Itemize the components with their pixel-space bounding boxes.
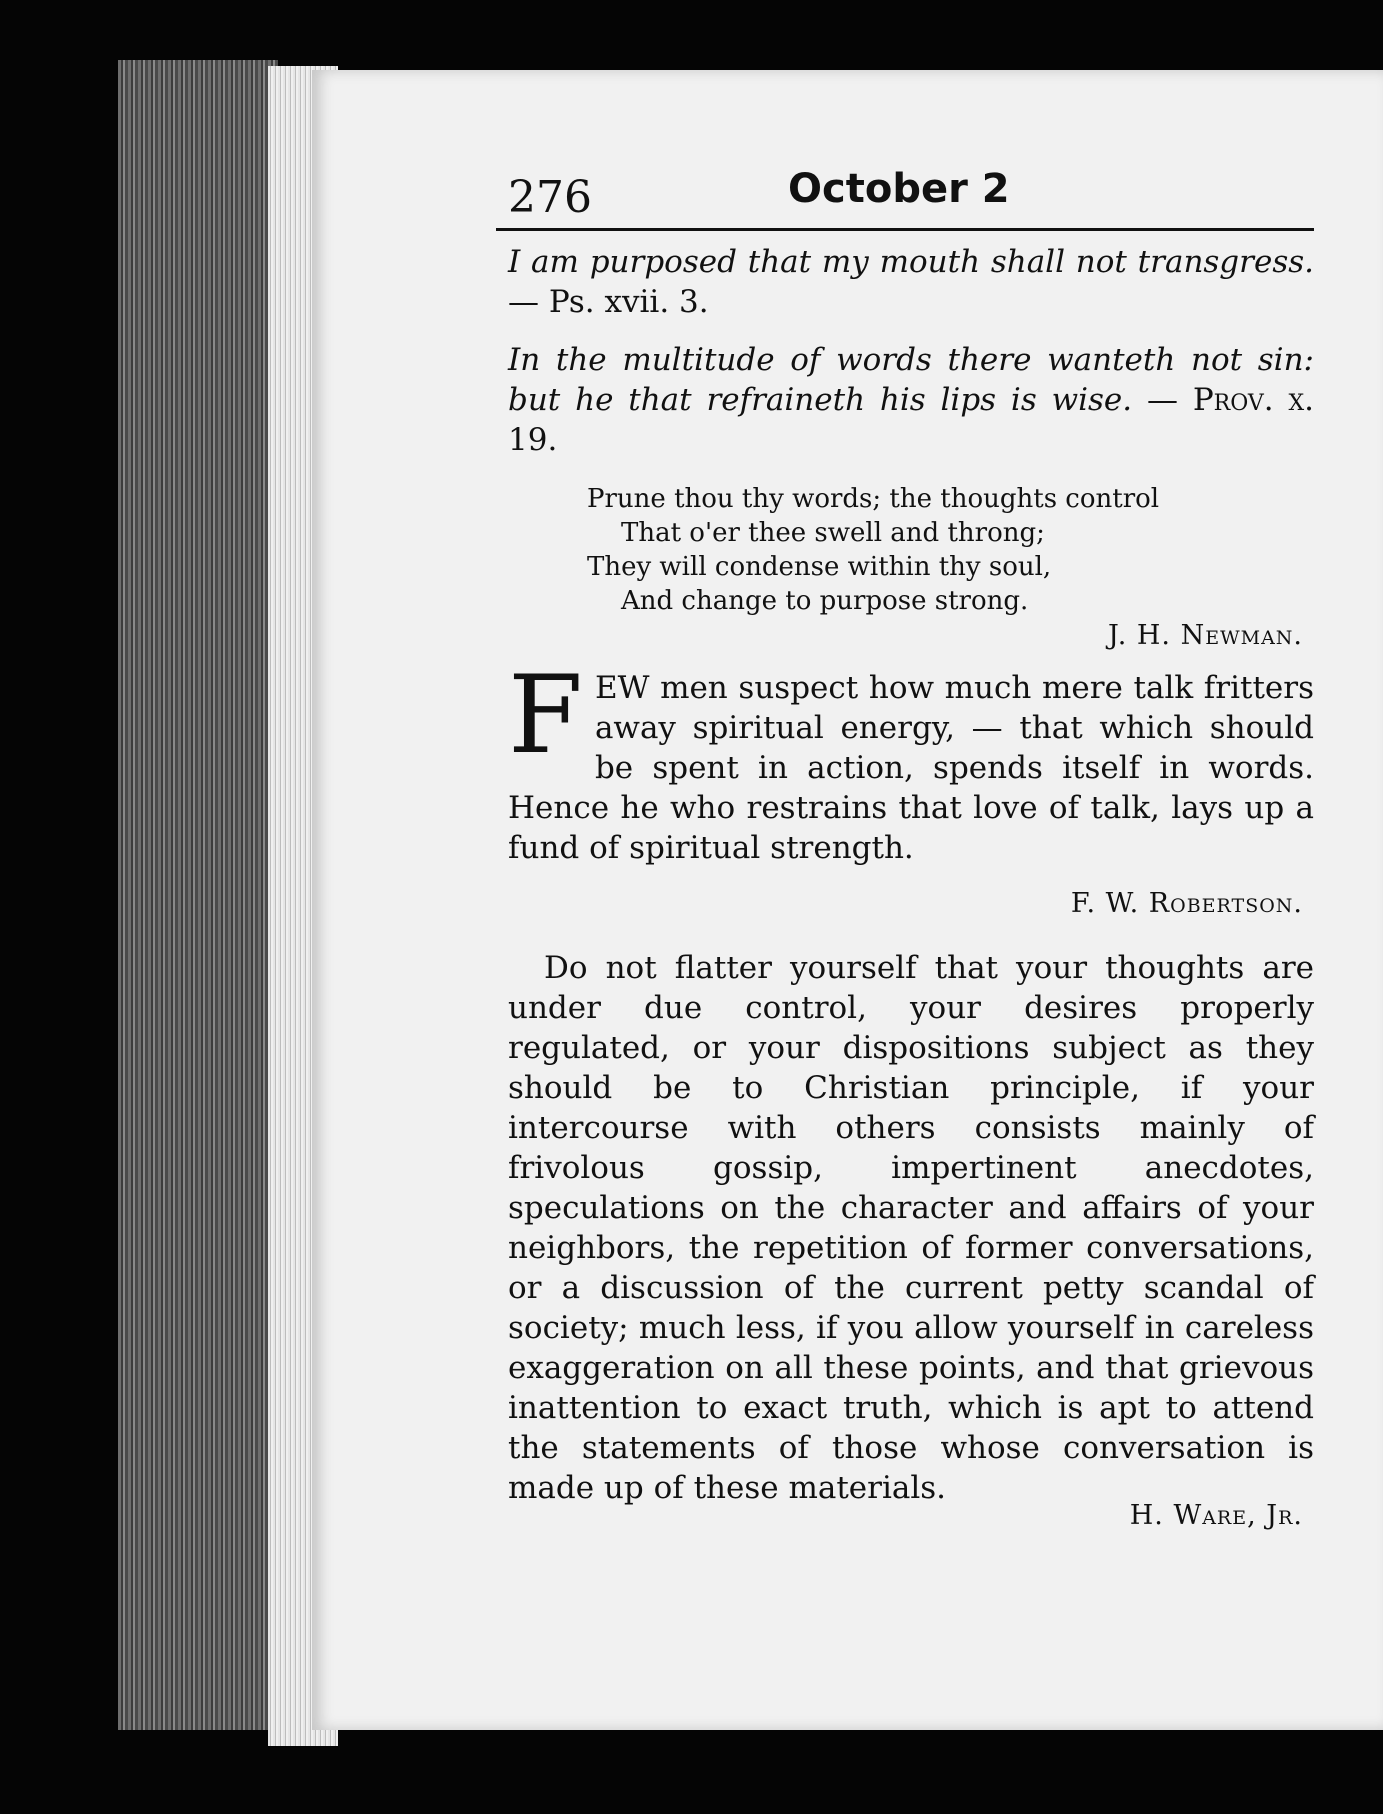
verse-2-text: In the multitude of words there wanteth not sin: but he that refraineth his lips is wise. [508,342,1314,418]
date-heading: October 2 [788,166,1010,212]
passage-1-text: EW men suspect how much mere talk fritters away spiritual energy, — that which should be spent in action, spends itself in words. Hence he who restrains that love of talk, lays up a fund of spiritual strength. [508,670,1314,866]
scripture-verse-1 [508,242,1314,322]
scripture-verse-2 [508,340,1314,460]
poem-author: J. H. Newman. [1107,620,1303,651]
book-page-edges [118,60,278,1730]
verse-2-reference: — Prov. x. 19. [508,382,1314,458]
passage-1-author: F. W. Robertson. [1070,888,1303,919]
poem-line: And change to purpose strong. [621,586,1029,616]
poem-line: That o'er thee swell and throng; [621,518,1045,548]
header-rule [496,228,1314,231]
poem-line: Prune thou thy words; the thoughts control [587,484,1160,514]
page-number: 276 [508,172,592,223]
passage-2-text: Do not flatter yourself that your thoughts are under due control, your desires properly regulated, or your dispositions subject as they should be to Christian principle, if your intercourse with others consists mainly of frivolous gossip, impertinent anecdotes, speculations on the character and affairs of your neighbors, the repetition of former conversations, or a discussion of the current petty scandal of society; much less, if you allow yourself in careless exaggeration on all these points, and that grievous inattention to exact truth, which is apt to attend the statements of those whose conversation is made up of these materials. [508,950,1314,1506]
passage-2-author: H. Ware, Jr. [1129,1500,1303,1531]
verse-1-reference: — Ps. xvii. 3. [508,284,709,320]
page-header [508,152,1308,222]
poem-line: They will condense within thy soul, [587,552,1052,582]
book-page [312,70,1383,1730]
passage-robertson [508,653,1314,868]
drop-cap: F [508,653,583,778]
passage-ware [508,948,1314,1508]
verse-1-text: I am purposed that my mouth shall not transgress. [508,244,1314,280]
poem [587,482,1287,618]
